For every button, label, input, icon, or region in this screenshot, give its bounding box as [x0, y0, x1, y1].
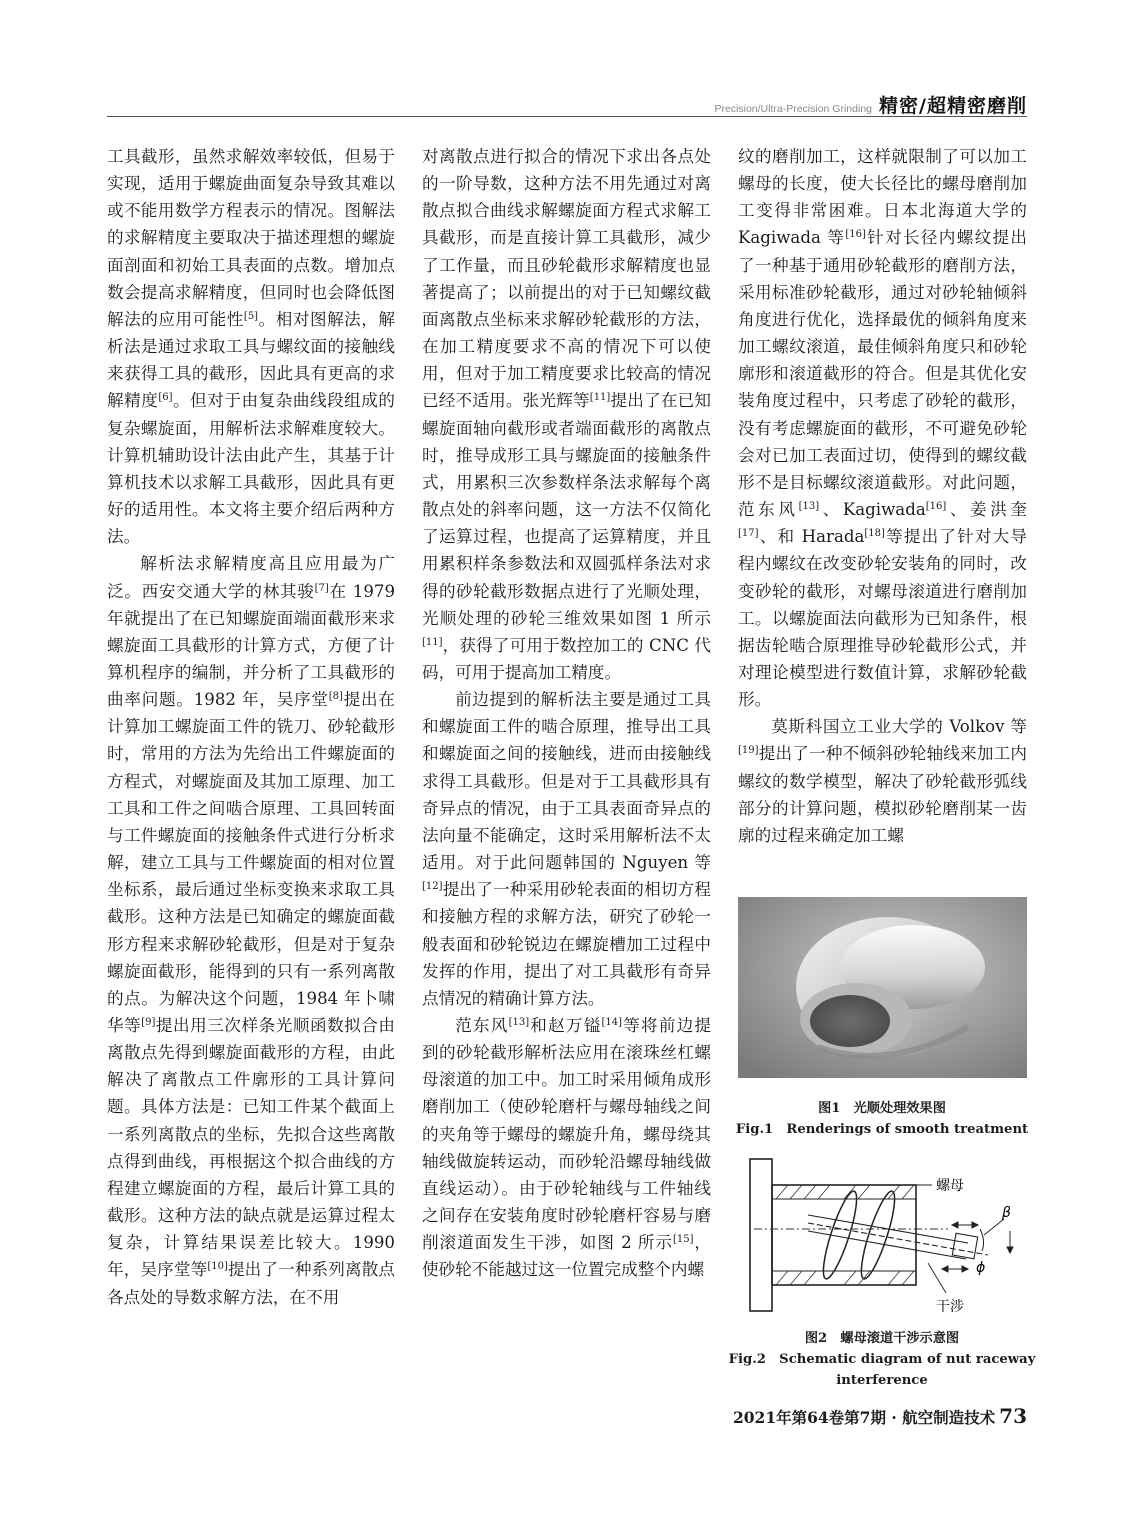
citation-ref: [9]: [141, 1017, 156, 1028]
grinding-wheel-render: [738, 897, 1027, 1078]
phi-label: ϕ: [976, 1260, 986, 1276]
paragraph: 纹的磨削加工，这样就限制了可以加工螺母的长度，使大长径比的螺母磨削加工变得非常困难。日本北海道大学的 Kagiwada 等[16]针对长径内螺纹提出了一种基于通用砂轮截形的磨削方法，采用标准砂轮截形，通过对砂轮轴倾斜角度进行优化，选择最优的倾斜角度来加工螺纹滚道，最佳倾斜角度只和砂轮廓形和滚道截形的符合。但是其优化安装角度过程中，只考虑了砂轮的截形，没有考虑螺旋面的截形，不可避免砂轮会对已加工表面过切，使得到的螺纹截形不是目标螺纹滚道截形。对此问题，范东风[13]、Kagiwada[16]、姜洪奎[17]、和 Harada[18]等提出了针对大导程内螺纹在改变砂轮安装角的同时，改变砂轮的截形，对螺母滚道进行磨削加工。以螺旋面法向截形为已知条件，根据齿轮啮合原理推导砂轮截形公式，并对理论模型进行数值计算，求解砂轮截形。: [738, 147, 1028, 710]
citation-ref: [13]: [798, 501, 820, 513]
citation-ref: [14]: [601, 1017, 623, 1028]
figure-2-caption-en: Fig.2 Schematic diagram of nut raceway interference: [728, 1352, 1036, 1388]
nut-label: 螺母: [936, 1178, 964, 1194]
interference-label: 干涉: [936, 1299, 964, 1315]
citation-ref: [18]: [864, 528, 885, 540]
header-rule: [107, 116, 1027, 117]
text-column-1: [107, 143, 395, 1311]
paragraph: 解析法求解精度高且应用最为广泛。西安交通大学的林其骏[7]在 1979 年就提出了在已知螺旋面端面截形来求螺旋面工具截形的计算方式，方便了计算机程序的编制，并分析了工具截形的曲率问题。1982 年，吴序堂[8]提出在计算加工螺旋面工件的铣刀、砂轮截形时，常用的方法为先给出工件螺旋面的方程式，对螺旋面及其加工原理、加工工具和工件之间啮合原理、工具回转面与工件螺旋面的接触条件式进行分析求解，建立工具与工件螺旋面的相对位置坐标系，最后通过坐标变换来求取工具截形。这种方法是已知确定的螺旋面截形方程来求解砂轮截形，但是对于复杂螺旋面截形，能得到的只有一系列离散的点。为解决这个问题，1984 年卜啸华等[9]提出用三次样条光顺函数拟合由离散点先得到螺旋面截形的方程，由此解决了离散点工件廓形的工具计算问题。具体方法是：已知工件某个截面上一系列离散点的坐标，先拟合这些离散点得到曲线，再根据这个拟合曲线的方程建立螺旋面的方程，最后计算工具的截形。这种方法的缺点就是运算过程太复杂，计算结果误差比较大。1990 年，吴序堂等[10]提出了一种系列离散点各点处的导数求解方法，在不用: [107, 554, 396, 1307]
citation-ref: [5]: [243, 310, 259, 322]
citation-ref: [11]: [589, 392, 611, 404]
figure-1-caption-en: Fig.1 Renderings of smooth treatment: [735, 1122, 1029, 1137]
page-number: 73: [999, 1404, 1027, 1428]
figure-2-caption: [722, 1328, 1042, 1391]
citation-ref: [11]: [422, 636, 443, 648]
running-header-english: Precision/Ultra-Precision Grinding: [714, 103, 872, 115]
beta-label: β: [1002, 1205, 1011, 1221]
journal-info: 2021年第64卷第7期 · 航空制造技术: [732, 1408, 996, 1427]
citation-ref: [6]: [158, 392, 173, 404]
figure-1-caption-cn: 图1 光顺处理效果图: [818, 1101, 946, 1116]
running-header-chinese: 精密/超精密磨削: [879, 95, 1027, 117]
citation-ref: [19]: [738, 745, 759, 757]
citation-ref: [16]: [925, 501, 947, 513]
text-column-3: [738, 143, 1027, 849]
page-footer: [733, 1404, 1027, 1428]
figure-2-caption-cn: 图2 螺母滚道干涉示意图: [804, 1331, 960, 1346]
citation-ref: [15]: [672, 1234, 694, 1246]
paragraph: 莫斯科国立工业大学的 Volkov 等[19]提出了一种不倾斜砂轮轴线来加工内螺纹的数学模型，解决了砂轮截形弧线部分的计算问题，模拟砂轮磨削某一齿廓的过程来确定加工螺: [738, 717, 1027, 845]
text-column-2: [422, 143, 711, 1284]
citation-ref: [13]: [508, 1017, 530, 1028]
citation-ref: [10]: [207, 1261, 228, 1273]
citation-ref: [16]: [845, 229, 866, 241]
citation-ref: [17]: [738, 528, 759, 540]
paragraph: 范东风[13]和赵万镒[14]等将前边提到的砂轮截形解析法应用在滚珠丝杠螺母滚道的加工中。加工时采用倾角成形磨削加工（使砂轮磨杆与螺母轴线之间的夹角等于螺母的螺旋升角，螺母绕其轴线做旋转运动，而砂轮沿螺母轴线做直线运动）。由于砂轮轴线与工件轴线之间存在安装角度时砂轮磨杆容易与磨削滚道面发生干涉，如图 2 所示[15]，使砂轮不能越过这一位置完成整个内螺: [422, 1016, 712, 1280]
figure-1-caption: [722, 1098, 1042, 1140]
citation-ref: [8]: [328, 691, 343, 703]
figure-2-diagram: [748, 1155, 1038, 1315]
interference-schematic: [748, 1155, 1038, 1315]
paragraph: 对离散点进行拟合的情况下求出各点处的一阶导数，这种方法不用先通过对离散点拟合曲线求解螺旋面方程式求解工具截形，而是直接计算工具截形，减少了工作量，而且砂轮截形求解精度也显著提高了；以前提出的对于已知螺纹截面离散点坐标来求解砂轮截形的方法，在加工精度要求不高的情况下可以使用，但对于加工精度要求比较高的情况已经不适用。张光辉等[11]提出了在已知螺旋面轴向截形或者端面截形的离散点时，推导成形工具与螺旋面的接触条件式，用累积三次参数样条法求解每个离散点处的斜率问题，这一方法不仅简化了运算过程，也提高了运算精度，并且用累积样条参数法和双圆弧样条法对求得的砂轮截形数据点进行了光顺处理，光顺处理的砂轮三维效果如图 1 所示[11]，获得了可用于数控加工的 CNC 代码，可用于提高加工精度。: [422, 147, 712, 682]
figure-1-image: [738, 897, 1027, 1078]
citation-ref: [12]: [422, 881, 443, 893]
citation-ref: [7]: [314, 582, 329, 594]
paragraph: 前边提到的解析法主要是通过工具和螺旋面工件的啮合原理，推导出工具和螺旋面之间的接触线，进而由接触线求得工具截形。但是对于工具截形具有奇异点的情况，由于工具表面奇异点的法向量不能确定，这时采用解析法不太适用。对于此问题韩国的 Nguyen 等[12]提出了一种采用砂轮表面的相切方程和接触方程的求解方法，研究了砂轮一般表面和砂轮锐边在螺旋槽加工过程中发挥的作用，提出了对工具截形有奇异点情况的精确计算方法。: [422, 690, 711, 1008]
paragraph: 工具截形，虽然求解效率较低，但易于实现，适用于螺旋曲面复杂导致其难以或不能用数学方程表示的情况。图解法的求解精度主要取决于描述理想的螺旋面剖面和初始工具表面的点数。增加点数会提高求解精度，但同时也会降低图解法的应用可能性[5]。相对图解法，解析法是通过求取工具与螺纹面的接触线来获得工具的截形，因此具有更高的求解精度[6]。但对于由复杂曲线段组成的复杂螺旋面，用解析法求解难度较大。计算机辅助设计法由此产生，其基于计算机技术以求解工具截形，因此具有更好的适用性。本文将主要介绍后两种方法。: [107, 147, 396, 547]
